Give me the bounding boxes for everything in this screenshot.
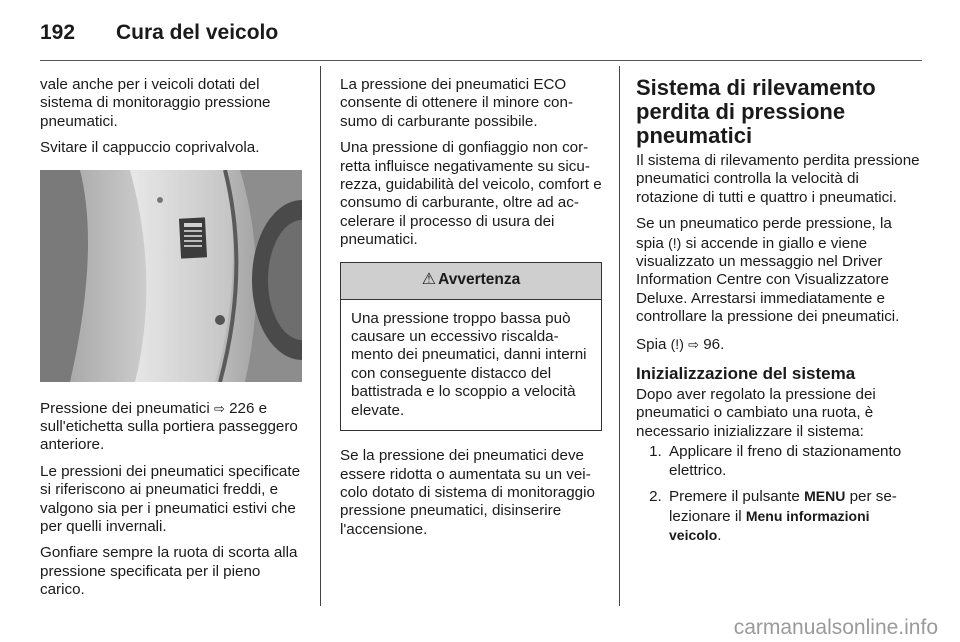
paragraph: Svitare il cappuccio coprivalvola.: [40, 139, 260, 157]
chapter-title: Cura del veicolo: [116, 21, 279, 44]
column-2: [340, 76, 602, 547]
paragraph: Spia (!) ⇨ 96.: [636, 335, 725, 353]
paragraph: Se la pressione dei pneumatici deve essere ridotta o aumentata su un veicolo dotato di sistema di monitoraggio pressione pneumatici, disinserire l'accensione.: [340, 447, 595, 538]
paragraph: Se un pneumatico perde pressione, la spia (!) si accende in giallo e viene visualizzato un messaggio nel Driver Information Centre con Visualizzatore Deluxe. Arrestarsi immediatamente e controllare la pressione dei pneumatici.: [636, 215, 900, 326]
paragraph: Dopo aver regolato la pressione dei pneumatici o cambiato una ruota, è necessario inizializzare il sistema:: [636, 386, 876, 440]
paragraph: Le pressioni dei pneumatici specificate si riferiscono ai pneumatici freddi, e valgono sia per i pneumatici estivi che per quelli invernali.: [40, 462, 301, 536]
column-divider: [320, 66, 321, 606]
ref-arrow-icon: ⇨: [213, 400, 225, 416]
warning-triangle-icon: ⚠: [421, 271, 437, 289]
paragraph: Una pressione di gonfiaggio non corretta influisce negativamente su sicurezza, guidabilità del veicolo, comfort e consumo di carburante, oltre ad accelerare il processo di usura dei pneumatici.: [340, 139, 602, 249]
subsection-heading: Inizializzazione del sistema: [636, 364, 856, 384]
warning-body: Una pressione troppo bassa può causare un eccessivo riscaldamento dei pneumatici, danni interni con conseguente distacco del battistrada e lo scoppio a velocità elevate.: [351, 309, 587, 419]
page-header: [40, 18, 922, 48]
watermark: carmanualsonline.info: [733, 616, 938, 639]
column-3: [636, 76, 922, 552]
paragraph: Il sistema di rilevamento perdita pressione pneumatici controlla la velocità di rotazione di tutti e quattro i pneumatici.: [636, 152, 920, 206]
menu-keyword: MENU: [804, 488, 846, 505]
column-1: [40, 76, 302, 608]
door-label-illustration: [40, 170, 302, 382]
list-item: 2. Premere il pulsante MENU per selezionare il Menu informazioni veicolo.: [666, 487, 922, 545]
header-divider: [40, 60, 922, 61]
paragraph: vale anche per i veicoli dotati del sistema di monitoraggio pressione pneumatici.: [40, 76, 271, 130]
page-reference-link[interactable]: 96.: [703, 335, 725, 353]
page-reference-link[interactable]: 226: [229, 399, 255, 417]
paragraph: Pressione dei pneumatici ⇨ 226 e sull'etichetta sulla portiera passeggero anteriore.: [40, 399, 298, 454]
menu-keyword: Menu informazioni veicolo: [669, 507, 870, 543]
tire-pressure-icon: (!): [670, 335, 684, 352]
paragraph: Gonfiare sempre la ruota di scorta alla pressione specificata per il pieno carico.: [40, 544, 298, 599]
section-heading: Sistema di rilevamento perdita di pressione pneumatici: [636, 75, 876, 148]
list-item: 1. Applicare il freno di stazionamento elettrico.: [666, 443, 922, 480]
paragraph: La pressione dei pneumatici ECO consente di ottenere il minore consumo di carburante possibile.: [340, 76, 574, 130]
tire-pressure-icon: (!): [668, 234, 682, 251]
door-label-photo: [40, 170, 302, 382]
steps-list: [636, 443, 922, 545]
column-divider: [619, 66, 620, 606]
warning-box: [340, 262, 602, 431]
warning-title: ⚠ Avvertenza: [341, 263, 601, 300]
ref-arrow-icon: ⇨: [688, 336, 699, 352]
page-number: 192: [40, 21, 76, 44]
